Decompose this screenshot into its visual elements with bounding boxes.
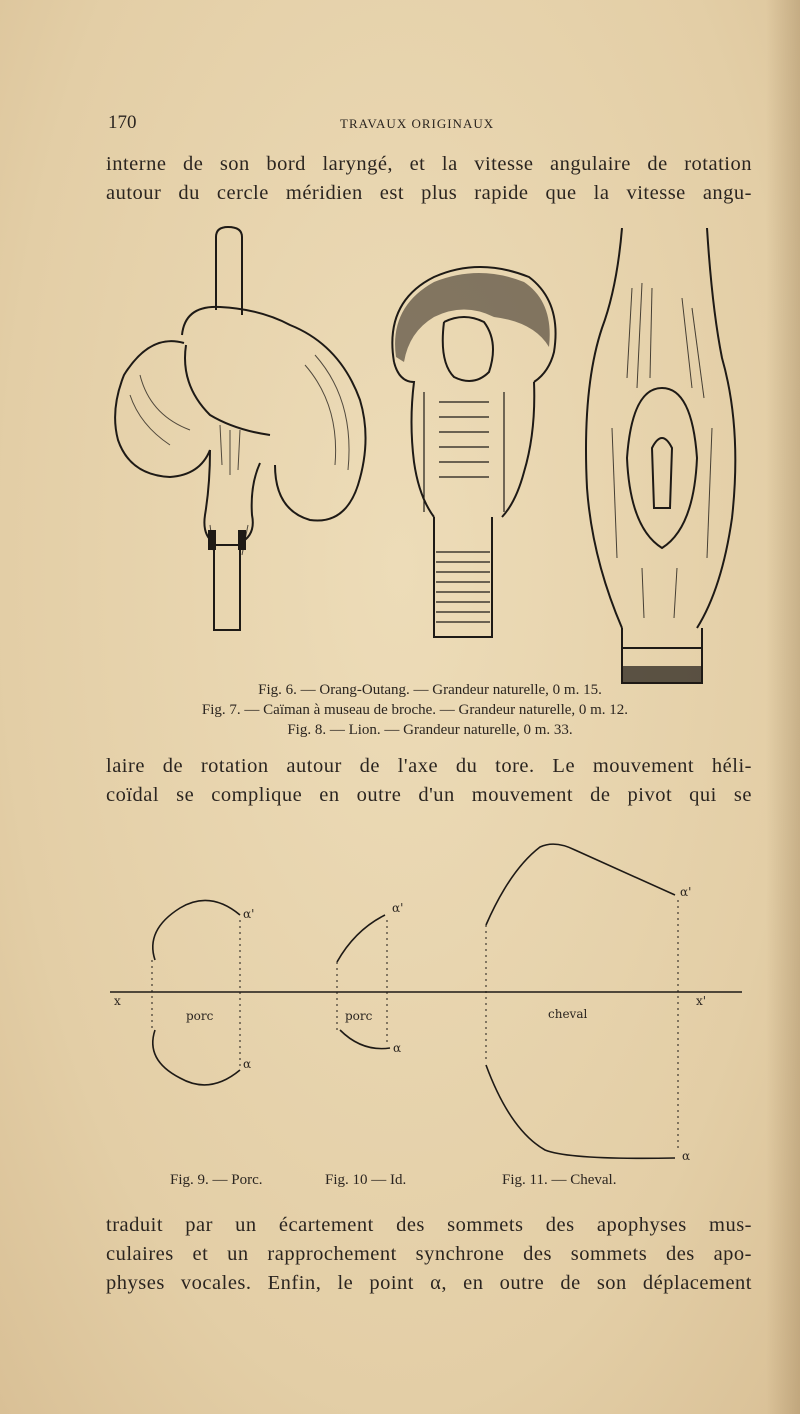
caption-fig-9: Fig. 9. — Porc.	[170, 1172, 263, 1188]
curve-fig9-upper	[153, 900, 240, 960]
paragraph-middle	[106, 752, 752, 810]
label-fig9-alpha: α	[243, 1057, 252, 1071]
figure-7-caiman	[384, 262, 564, 642]
text-line: coïdal se complique en outre d'un mouvement de pivot qui se	[106, 784, 752, 806]
page-number: 170	[108, 112, 137, 133]
figures-9-10-11-diagram	[100, 830, 750, 1170]
figure-8-lion	[582, 228, 742, 688]
curve-fig11-upper	[486, 844, 675, 925]
caption-fig-11: Fig. 11. — Cheval.	[502, 1172, 617, 1188]
text-line: culaires et un rapprochement synchrone des sommets des apo-	[106, 1243, 752, 1265]
page-header	[108, 112, 748, 142]
text-line: traduit par un écartement des sommets des apophyses mus-	[106, 1214, 752, 1236]
label-fig9-alpha-prime: α'	[243, 907, 255, 921]
label-fig10-alpha: α	[393, 1041, 402, 1055]
paragraph-top	[106, 150, 752, 208]
caption-fig-10: Fig. 10 — Id.	[325, 1172, 407, 1188]
text-line: laire de rotation autour de l'axe du tore. Le mouvement héli-	[106, 755, 752, 777]
label-fig10-alpha-prime: α'	[392, 901, 404, 915]
curve-fig9-lower	[153, 1030, 240, 1085]
curve-fig10-upper	[337, 915, 385, 962]
axis-label-x: x	[114, 994, 121, 1008]
caption-fig-7: Fig. 7. — Caïman à museau de broche. — Grandeur naturelle, 0 m. 12.	[201, 702, 629, 718]
text-line: autour du cercle méridien est plus rapide que la vitesse angu-	[106, 182, 752, 204]
label-fig11-alpha-prime: α'	[680, 885, 692, 899]
figure-captions-bottom	[160, 1172, 700, 1196]
label-fig9-porc: porc	[186, 1009, 214, 1023]
text-line: interne de son bord laryngé, et la vitesse angulaire de rotation	[106, 153, 752, 175]
caption-fig-8: Fig. 8. — Lion. — Grandeur naturelle, 0 m. 33.	[287, 722, 573, 738]
label-fig10-porc: porc	[345, 1009, 373, 1023]
paragraph-bottom	[106, 1211, 752, 1298]
label-fig11-alpha: α	[682, 1149, 691, 1163]
curve-fig10-lower	[340, 1030, 390, 1049]
caption-fig-6: Fig. 6. — Orang-Outang. — Grandeur naturelle, 0 m. 15.	[258, 682, 602, 698]
axis-label-x-prime: x'	[696, 994, 707, 1008]
figure-6-orang-outang	[110, 225, 375, 635]
figure-captions-top	[100, 680, 760, 740]
label-fig11-cheval: cheval	[548, 1007, 588, 1021]
page-edge-shadow	[766, 0, 800, 1414]
text-line: physes vocales. Enfin, le point α, en outre de son déplacement	[106, 1272, 752, 1294]
running-head: TRAVAUX ORIGINAUX	[340, 116, 495, 131]
curve-fig11-lower	[486, 1065, 675, 1158]
